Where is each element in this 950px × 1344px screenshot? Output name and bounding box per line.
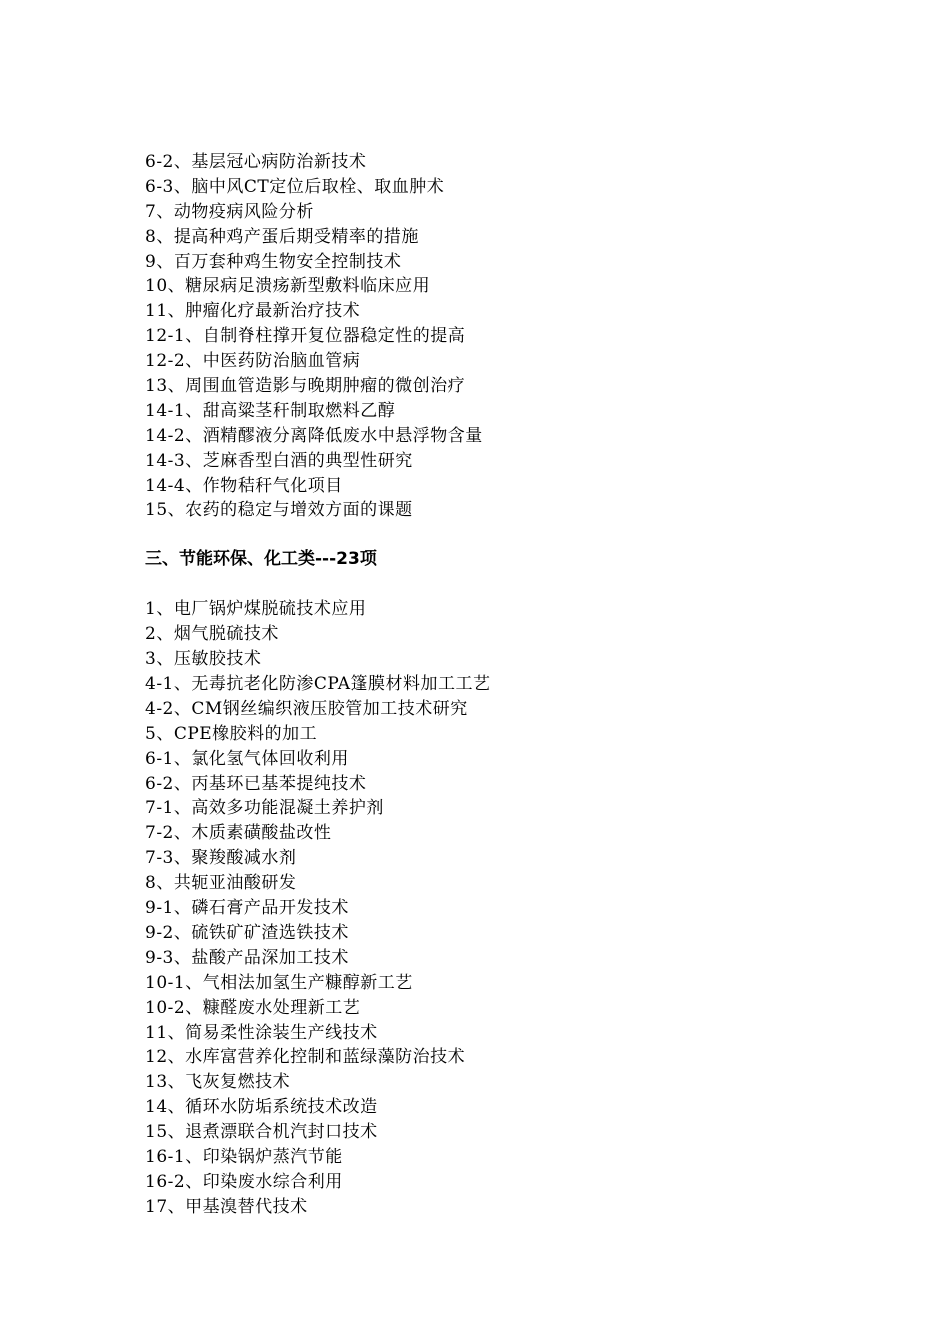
list-item: 9-1、磷石膏产品开发技术: [145, 898, 349, 919]
document-page: [145, 150, 905, 1220]
list-item: 6-3、脑中风CT定位后取栓、取血肿术: [145, 176, 445, 197]
list-item: 12-1、自制脊柱撑开复位器稳定性的提高: [145, 326, 466, 347]
list-item: 1、电厂锅炉煤脱硫技术应用: [145, 599, 367, 620]
list-item: 14-4、作物秸秆气化项目: [145, 475, 343, 496]
list-item: 8、共轭亚油酸研发: [145, 873, 297, 894]
list-item: 14、循环水防垢系统技术改造: [145, 1097, 378, 1118]
list-item: 16-2、印染废水综合利用: [145, 1171, 343, 1192]
list-item: 3、压敏胶技术: [145, 649, 262, 670]
section-heading: 三、节能环保、化工类---23项: [145, 549, 377, 570]
list-item: 5、CPE橡胶料的加工: [145, 723, 318, 744]
list-item: 9-3、盐酸产品深加工技术: [145, 947, 349, 968]
list-item: 8、提高种鸡产蛋后期受精率的措施: [145, 226, 419, 247]
list-item: 6-2、丙基环已基苯提纯技术: [145, 773, 367, 794]
list-item: 13、周围血管造影与晚期肿瘤的微创治疗: [145, 376, 466, 397]
list-item: 15、退煮漂联合机汽封口技术: [145, 1122, 378, 1143]
list-item: 11、肿瘤化疗最新治疗技术: [145, 301, 361, 322]
list-item: 10-1、气相法加氢生产糠醇新工艺: [145, 972, 413, 993]
list-item: 9-2、硫铁矿矿渣选铁技术: [145, 922, 349, 943]
list-item: 17、甲基溴替代技术: [145, 1196, 308, 1217]
list-item: 4-2、CM钢丝编织液压胶管加工技术研究: [145, 698, 468, 719]
list-item: 6-1、氯化氢气体回收利用: [145, 748, 349, 769]
list-item: 14-1、甜高粱茎秆制取燃料乙醇: [145, 400, 396, 421]
item-list-energy-chemical: [145, 597, 905, 1219]
list-item: 4-1、无毒抗老化防渗CPA篷膜材料加工工艺: [145, 674, 491, 695]
list-item: 7、动物疫病风险分析: [145, 201, 314, 222]
list-item: 2、烟气脱硫技术: [145, 624, 279, 645]
list-item: 6-2、基层冠心病防治新技术: [145, 152, 367, 172]
item-list-medical-agriculture: [145, 150, 905, 523]
list-item: 9、百万套种鸡生物安全控制技术: [145, 251, 402, 272]
list-item: 7-3、聚羧酸减水剂: [145, 848, 297, 869]
list-item: 16-1、印染锅炉蒸汽节能: [145, 1146, 343, 1167]
list-item: 10、糖尿病足溃疡新型敷料临床应用: [145, 276, 431, 297]
list-item: 12、水库富营养化控制和蓝绿藻防治技术: [145, 1047, 466, 1068]
list-item: 12-2、中医药防治脑血管病: [145, 351, 361, 372]
list-item: 11、简易柔性涂装生产线技术: [145, 1022, 378, 1043]
list-item: 15、农药的稳定与增效方面的课题: [145, 500, 413, 521]
list-item: 10-2、糠醛废水处理新工艺: [145, 997, 361, 1018]
list-item: 13、飞灰复燃技术: [145, 1072, 291, 1093]
list-item: 14-3、芝麻香型白酒的典型性研究: [145, 450, 413, 471]
list-item: 7-2、木质素磺酸盐改性: [145, 823, 332, 844]
list-item: 14-2、酒精醪液分离降低废水中悬浮物含量: [145, 425, 483, 446]
list-item: 7-1、高效多功能混凝土养护剂: [145, 798, 384, 819]
